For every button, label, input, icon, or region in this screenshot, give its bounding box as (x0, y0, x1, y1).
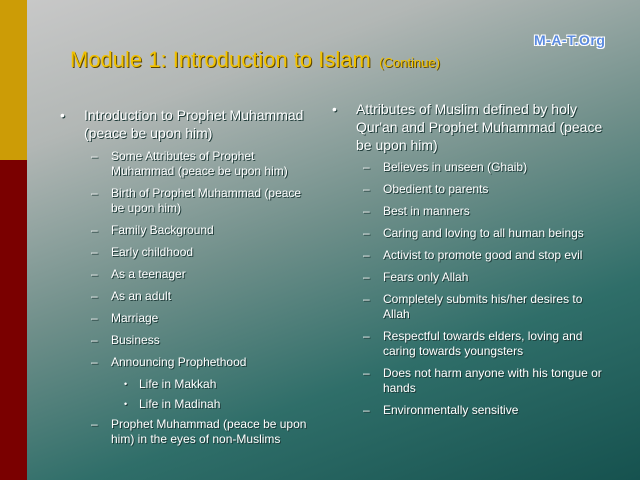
list-item (330, 403, 610, 418)
bullet-icon: • (124, 379, 128, 389)
left-column (58, 106, 316, 454)
dash-icon: – (91, 186, 98, 200)
dash-icon: – (363, 292, 370, 306)
dash-icon: – (363, 204, 370, 218)
list-item (330, 160, 610, 175)
list-item-text: Obedient to parents (383, 182, 489, 196)
list-item-text: Activist to promote good and stop evil (383, 248, 583, 262)
dash-icon: – (91, 267, 98, 281)
list-item-text: Fears only Allah (383, 270, 469, 284)
list-item-text: Early childhood (111, 245, 194, 259)
list-item-text: Caring and loving to all human beings (383, 226, 584, 240)
list-item-text: Respectful towards elders, loving and caring towards youngsters (383, 329, 583, 358)
list-item-text: Marriage (111, 311, 159, 325)
list-item (58, 417, 316, 447)
list-item (58, 289, 316, 304)
list-item-text: Business (111, 333, 160, 347)
list-item-text: Prophet Muhammad (peace be upon him) in the eyes of non-Muslims (111, 417, 307, 446)
list-item-text: Family Background (111, 223, 214, 237)
list-item (330, 204, 610, 219)
dash-icon: – (363, 270, 370, 284)
dash-icon: – (91, 417, 98, 431)
list-item (58, 355, 316, 370)
list-item-text: Some Attributes of Prophet Muhammad (peace be upon him) (111, 149, 288, 178)
list-item (58, 186, 316, 216)
gold-accent-bar (0, 0, 27, 160)
dash-icon: – (91, 289, 98, 303)
dash-icon: – (363, 366, 370, 380)
list-item (58, 267, 316, 282)
dash-icon: – (363, 248, 370, 262)
list-item-text: Completely submits his/her desires to Allah (383, 292, 583, 321)
right-column (330, 100, 610, 425)
list-item (58, 223, 316, 238)
list-item-text: As an adult (111, 289, 172, 303)
sub-list-item-text: Life in Madinah (139, 397, 221, 411)
sub-list-item-text: Life in Makkah (139, 377, 217, 391)
bullet-icon: • (332, 101, 337, 117)
dash-icon: – (91, 223, 98, 237)
list-item (330, 248, 610, 263)
dash-icon: – (91, 355, 98, 369)
list-item (58, 245, 316, 260)
sub-list-item (58, 397, 316, 412)
left-heading (58, 106, 316, 142)
dash-icon: – (363, 160, 370, 174)
list-item-text: As a teenager (111, 267, 186, 281)
list-item (58, 311, 316, 326)
site-watermark: M-A-T.Org (534, 32, 606, 48)
dash-icon: – (363, 182, 370, 196)
slide-title (70, 47, 440, 73)
list-item (330, 366, 610, 396)
bullet-icon: • (60, 107, 65, 123)
dash-icon: – (91, 333, 98, 347)
list-item (330, 270, 610, 285)
sub-list-item (58, 377, 316, 392)
title-suffix: (Continue) (379, 55, 440, 70)
red-accent-bar (0, 160, 27, 480)
dash-icon: – (91, 245, 98, 259)
left-heading-text: Introduction to Prophet Muhammad (peace be upon him) (84, 107, 304, 141)
dash-icon: – (363, 403, 370, 417)
list-item (58, 149, 316, 179)
dash-icon: – (363, 329, 370, 343)
list-item (330, 182, 610, 197)
list-item (330, 226, 610, 241)
list-item-text: Best in manners (383, 204, 470, 218)
list-item-text: Environmentally sensitive (383, 403, 519, 417)
right-heading (330, 100, 610, 154)
title-text: Module 1: Introduction to Islam (70, 47, 371, 72)
right-heading-text: Attributes of Muslim defined by holy Qur'an and Prophet Muhammad (peace be upon him) (356, 101, 603, 153)
dash-icon: – (363, 226, 370, 240)
list-item-text: Birth of Prophet Muhammad (peace be upon him) (111, 186, 302, 215)
bullet-icon: • (124, 399, 128, 409)
dash-icon: – (91, 149, 98, 163)
dash-icon: – (91, 311, 98, 325)
list-item (58, 333, 316, 348)
list-item (330, 329, 610, 359)
list-item-text: Announcing Prophethood (111, 355, 247, 369)
list-item (330, 292, 610, 322)
list-item-text: Does not harm anyone with his tongue or hands (383, 366, 602, 395)
list-item-text: Believes in unseen (Ghaib) (383, 160, 528, 174)
